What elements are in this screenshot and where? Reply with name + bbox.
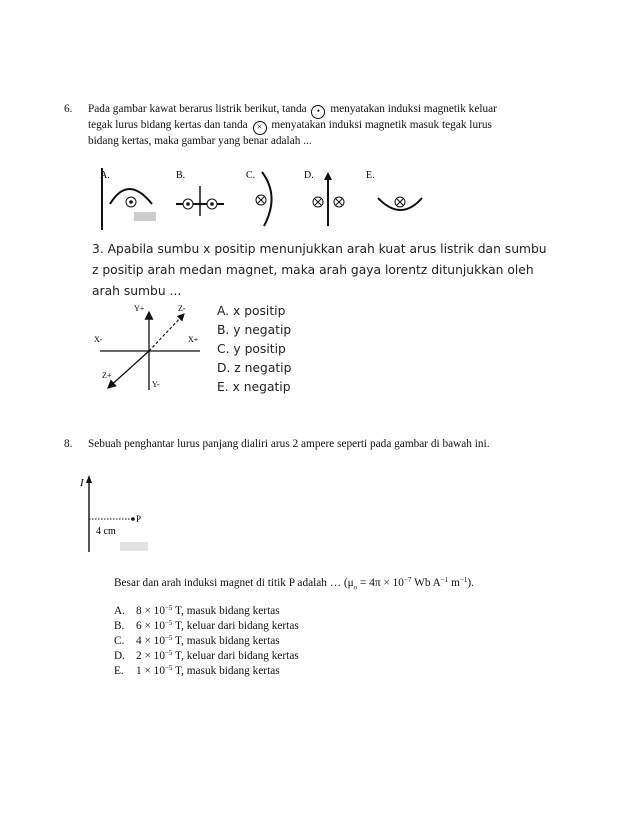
prompt-mid: = 4π × 10 xyxy=(357,577,404,589)
prompt-unit-exp-1: −1 xyxy=(440,576,449,584)
figure-a-watermark xyxy=(134,212,156,221)
point-p-dot xyxy=(131,517,135,521)
question-3-option-d: D. z negatip xyxy=(217,361,292,375)
current-arrow-icon xyxy=(86,475,92,483)
prompt-exponent: −7 xyxy=(403,576,412,584)
dot-out-symbol-icon: • xyxy=(311,105,325,119)
axis-label-z-neg: Z- xyxy=(178,304,186,313)
question-8-option-c xyxy=(114,633,280,649)
cross-in-symbol-icon: × xyxy=(253,121,267,135)
option-letter: B. xyxy=(114,620,125,632)
figure-e-wire xyxy=(378,198,422,210)
question-6-line-3: bidang kertas, maka gambar yang benar adalah ... xyxy=(88,135,312,147)
distance-label: 4 cm xyxy=(96,526,116,537)
prompt-unit-m: m xyxy=(448,577,460,589)
option-letter: D. xyxy=(114,650,125,662)
question-8-option-d xyxy=(114,648,299,664)
prompt-unit-exp-2: −1 xyxy=(459,576,468,584)
option-mantissa: 2 × 10 xyxy=(136,650,165,662)
option-letter: A. xyxy=(114,605,125,617)
question-6-text-2a: tegak lurus bidang kertas dan tanda xyxy=(88,119,248,131)
axis-label-z-pos: Z+ xyxy=(102,371,112,380)
question-6-text-1a: Pada gambar kawat berarus listrik berikut, tanda xyxy=(88,103,307,115)
prompt-prefix: Besar dan arah induksi magnet di titik P adalah … (μ xyxy=(114,577,354,589)
question-6-text-1b: menyatakan induksi magnetik keluar xyxy=(330,103,497,115)
prompt-unit: Wb A xyxy=(411,577,441,589)
question-3-line-1: 3. Apabila sumbu x positip menunjukkan arah kuat arus listrik dan sumbu xyxy=(92,242,547,256)
axis-label-y-neg: Y- xyxy=(152,380,160,389)
question-3-option-c: C. y positip xyxy=(217,342,286,356)
option-letter: C. xyxy=(114,635,125,647)
axis-label-x-neg: X- xyxy=(94,335,103,344)
option-exponent: −5 xyxy=(164,664,173,672)
question-8-prompt xyxy=(114,575,474,595)
figure-watermark xyxy=(120,542,148,551)
question-3-axes-figure xyxy=(92,302,212,398)
prompt-suffix: ). xyxy=(467,577,474,589)
question-3-option-a: A. x positip xyxy=(217,304,286,318)
question-6-number: 6. xyxy=(64,103,73,115)
option-mantissa: 4 × 10 xyxy=(136,635,165,647)
option-exponent: −5 xyxy=(164,619,173,627)
prompt-mu-subscript: o xyxy=(353,583,358,592)
question-6-figure xyxy=(96,164,426,234)
question-8-option-a xyxy=(114,603,280,619)
point-p-label: P xyxy=(136,514,142,524)
figure-label-d: D. xyxy=(304,170,314,181)
option-mantissa: 6 × 10 xyxy=(136,620,165,632)
option-letter: E. xyxy=(114,665,124,677)
option-mantissa: 1 × 10 xyxy=(136,665,165,677)
figure-label-b: B. xyxy=(176,170,186,181)
question-3-option-b: B. y negatip xyxy=(217,323,292,337)
figure-c-wire xyxy=(262,172,272,226)
question-3-line-2: z positip arah medan magnet, maka arah gaya lorentz ditunjukkan oleh xyxy=(92,263,534,277)
question-6-text-2b: menyatakan induksi magnetik masuk tegak lurus xyxy=(271,119,492,131)
option-rest: T, masuk bidang kertas xyxy=(172,605,280,617)
figure-label-a: A. xyxy=(100,170,110,181)
option-rest: T, masuk bidang kertas xyxy=(172,665,280,677)
option-rest: T, keluar dari bidang kertas xyxy=(172,620,299,632)
question-8-text: Sebuah penghantar lurus panjang dialiri arus 2 ampere seperti pada gambar di bawah ini. xyxy=(88,438,490,450)
z-axis-negative xyxy=(149,314,184,351)
option-exponent: −5 xyxy=(164,634,173,642)
question-3-option-e: E. x negatip xyxy=(217,380,291,394)
axis-label-y-pos: Y+ xyxy=(134,304,145,313)
option-rest: T, keluar dari bidang kertas xyxy=(172,650,299,662)
question-8-number: 8. xyxy=(64,438,73,450)
question-8-option-e xyxy=(114,663,280,679)
axis-label-x-pos: X+ xyxy=(188,335,199,344)
question-3-line-3: arah sumbu ... xyxy=(92,284,182,298)
option-exponent: −5 xyxy=(164,604,173,612)
question-8-figure xyxy=(78,470,198,558)
current-label: I xyxy=(80,477,84,489)
z-axis-positive xyxy=(108,351,149,388)
option-exponent: −5 xyxy=(164,649,173,657)
question-8-option-b xyxy=(114,618,299,634)
option-mantissa: 8 × 10 xyxy=(136,605,165,617)
option-rest: T, masuk bidang kertas xyxy=(172,635,280,647)
figure-label-e: E. xyxy=(366,170,375,181)
figure-label-c: C. xyxy=(246,170,256,181)
